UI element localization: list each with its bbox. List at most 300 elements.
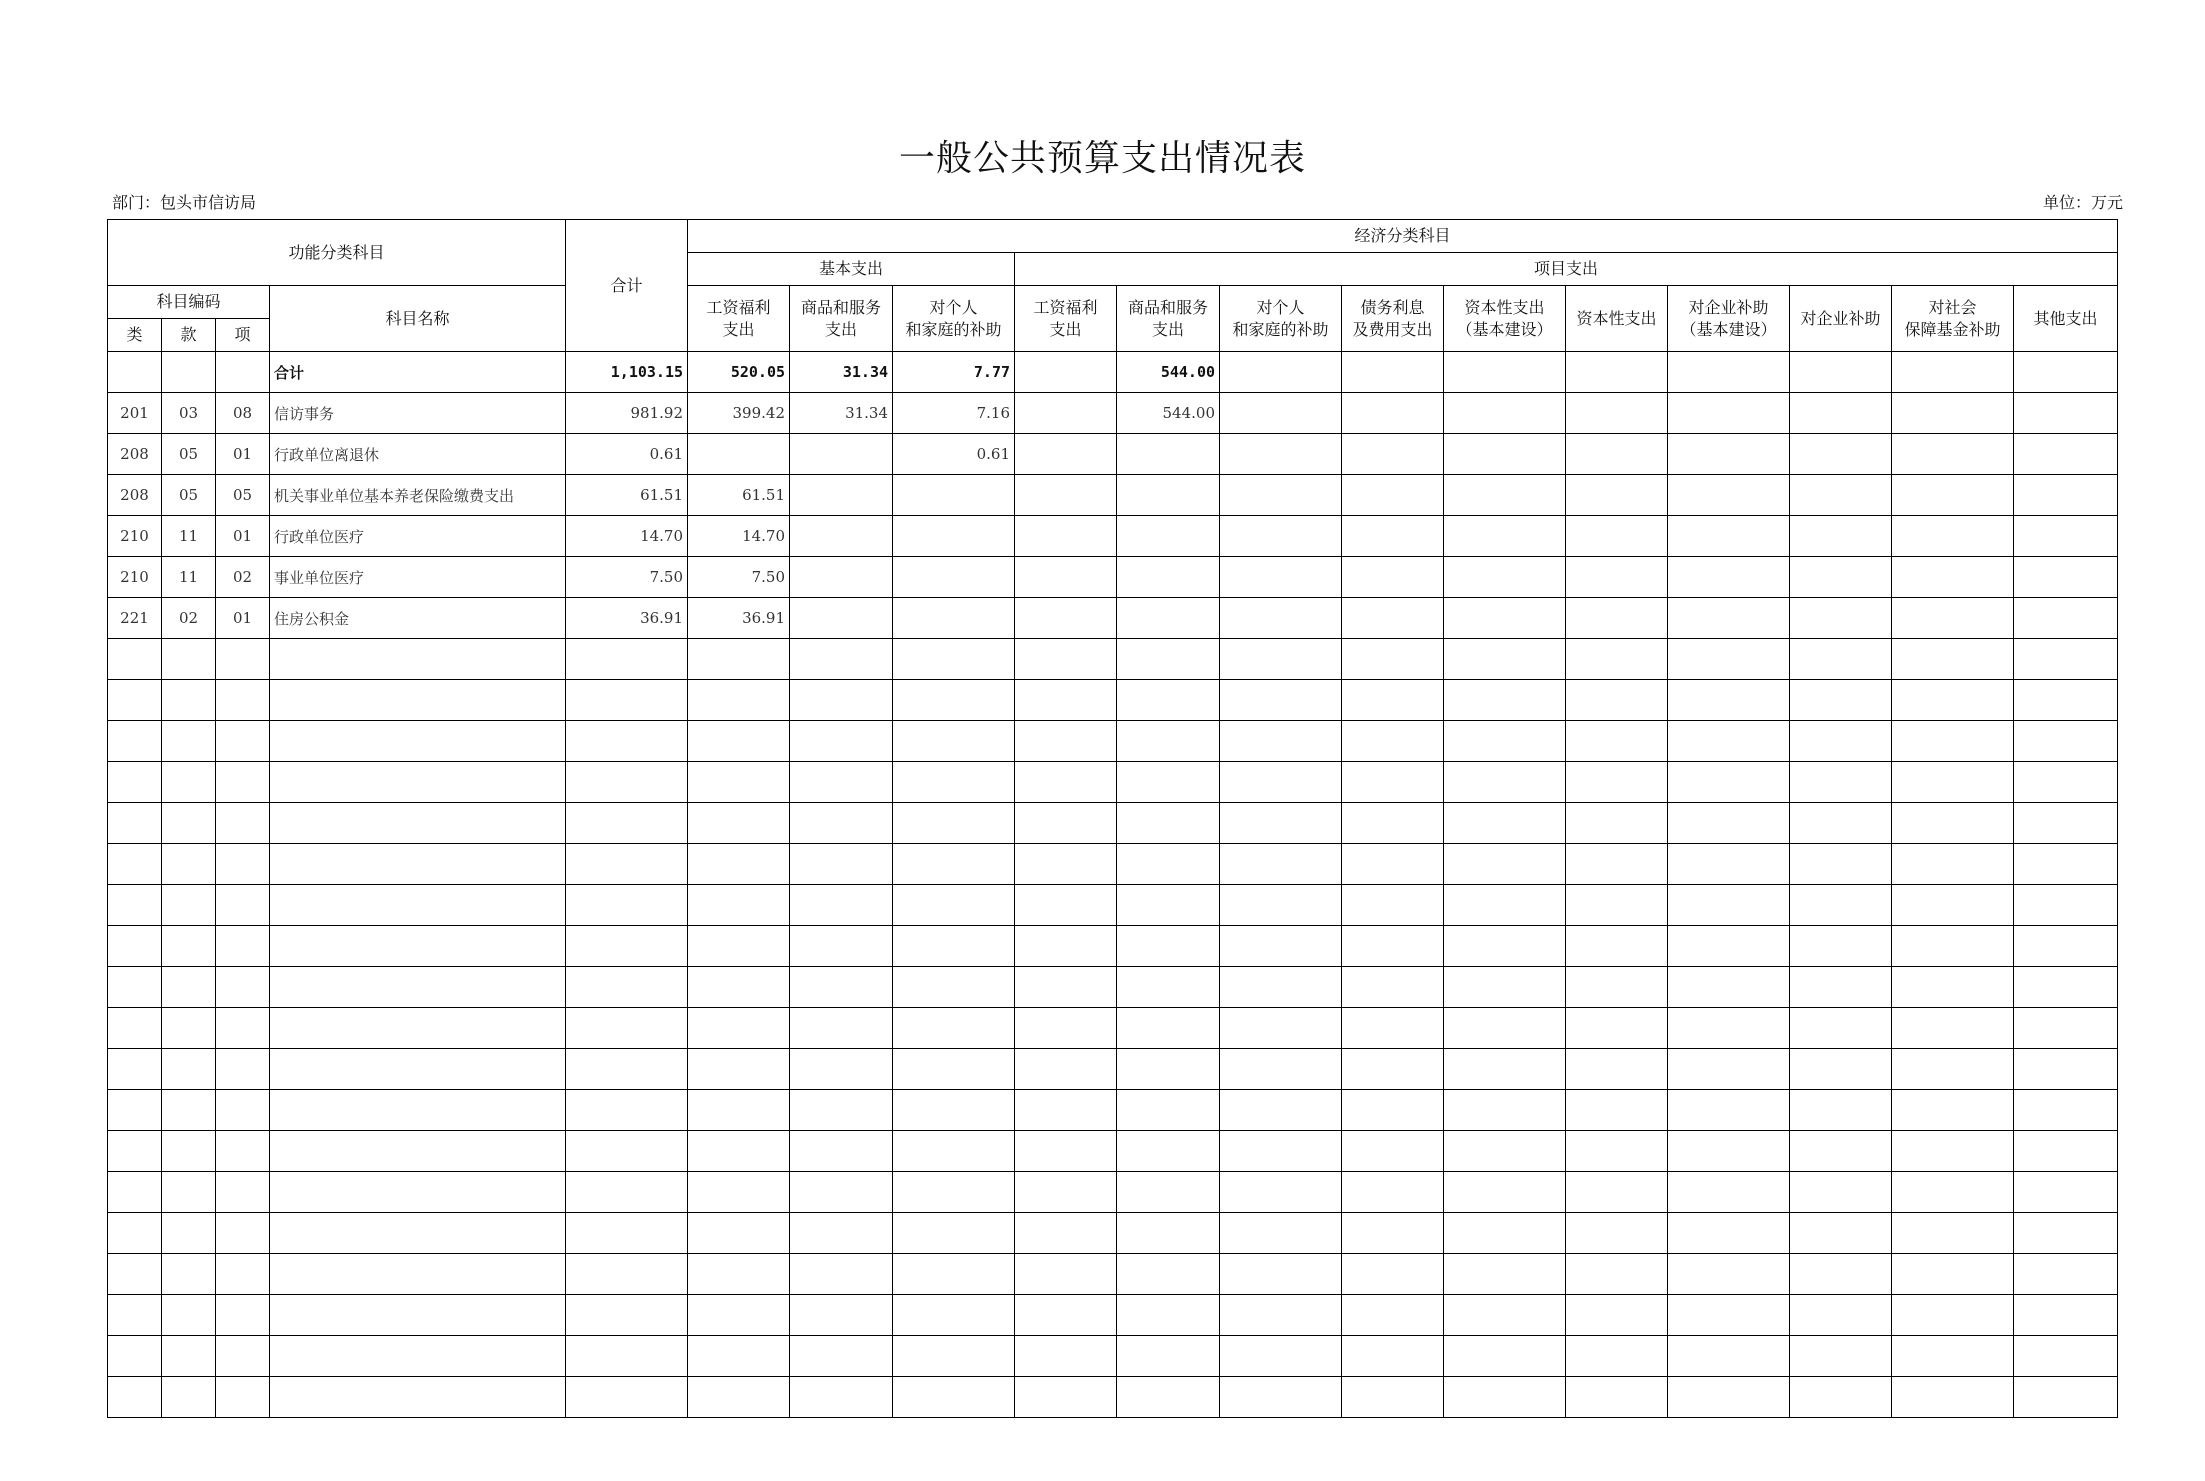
- project-col-2: 对个人 和家庭的补助: [1220, 286, 1342, 352]
- empty-cell: [1892, 1254, 2014, 1295]
- empty-cell: [1566, 803, 1668, 844]
- empty-cell: [270, 1049, 566, 1090]
- empty-cell: [162, 803, 216, 844]
- empty-cell: [688, 680, 790, 721]
- empty-cell: [1566, 598, 1668, 639]
- project-col-6: 对企业补助 （基本建设）: [1668, 286, 1790, 352]
- empty-cell: [1892, 1336, 2014, 1377]
- kuan-cell: 05: [162, 434, 216, 475]
- page-title: 一般公共预算支出情况表: [898, 138, 1306, 179]
- total-empty-cell: [1790, 352, 1892, 393]
- empty-cell: [1790, 1336, 1892, 1377]
- empty-cell: [1220, 1090, 1342, 1131]
- empty-cell: [1220, 1254, 1342, 1295]
- total-kuan-cell: [162, 352, 216, 393]
- empty-cell: [162, 1295, 216, 1336]
- empty-cell: [1790, 926, 1892, 967]
- empty-cell: [108, 639, 162, 680]
- empty-cell: [162, 926, 216, 967]
- empty-cell: [790, 1008, 893, 1049]
- empty-cell: [270, 1008, 566, 1049]
- empty-cell: [1444, 721, 1566, 762]
- empty-cell: [1220, 1049, 1342, 1090]
- empty-table-row: [108, 1008, 2118, 1049]
- empty-cell: [688, 1213, 790, 1254]
- empty-cell: [1342, 1008, 1444, 1049]
- xiang-header: 项: [216, 319, 270, 352]
- basic-goods-cell: 31.34: [790, 393, 893, 434]
- empty-cell: [270, 1213, 566, 1254]
- empty-cell: [1668, 1213, 1790, 1254]
- empty-cell: [1342, 680, 1444, 721]
- empty-cell: [1015, 803, 1117, 844]
- empty-cell: [1117, 1336, 1220, 1377]
- project-wage-cell: [1015, 393, 1117, 434]
- empty-cell: [1015, 1213, 1117, 1254]
- empty-cell: [1444, 557, 1566, 598]
- empty-cell: [1892, 1090, 2014, 1131]
- empty-cell: [1342, 926, 1444, 967]
- empty-cell: [893, 1172, 1015, 1213]
- empty-cell: [216, 1131, 270, 1172]
- total-basic-personal: 7.77: [893, 352, 1015, 393]
- item-name-cell: 行政单位离退休: [270, 434, 566, 475]
- empty-cell: [108, 967, 162, 1008]
- empty-cell: [893, 1254, 1015, 1295]
- empty-cell: [270, 1295, 566, 1336]
- project-col-3: 债务利息 及费用支出: [1342, 286, 1444, 352]
- empty-cell: [1790, 475, 1892, 516]
- empty-cell: [1444, 1008, 1566, 1049]
- empty-cell: [216, 1213, 270, 1254]
- empty-cell: [1117, 639, 1220, 680]
- empty-cell: [790, 1336, 893, 1377]
- basic-col-0: 工资福利 支出: [688, 286, 790, 352]
- empty-cell: [566, 639, 688, 680]
- empty-cell: [1668, 844, 1790, 885]
- empty-table-row: [108, 1090, 2118, 1131]
- header-row-1: [108, 220, 2118, 253]
- empty-cell: [566, 680, 688, 721]
- empty-cell: [1892, 475, 2014, 516]
- empty-cell: [790, 1254, 893, 1295]
- empty-cell: [1668, 1377, 1790, 1418]
- empty-cell: [1342, 885, 1444, 926]
- empty-cell: [1117, 1254, 1220, 1295]
- basic-col-2: 对个人 和家庭的补助: [893, 286, 1015, 352]
- empty-cell: [1668, 1008, 1790, 1049]
- empty-cell: [790, 1213, 893, 1254]
- code-header: 科目编码: [108, 286, 270, 319]
- empty-cell: [1892, 516, 2014, 557]
- empty-cell: [893, 926, 1015, 967]
- department-label: 部门：包头市信访局: [112, 193, 257, 212]
- total-empty-cell: [1444, 352, 1566, 393]
- empty-cell: [270, 1131, 566, 1172]
- project-wage-cell: [1015, 434, 1117, 475]
- empty-cell: [1668, 393, 1790, 434]
- empty-cell: [1220, 721, 1342, 762]
- empty-cell: [893, 639, 1015, 680]
- empty-cell: [1668, 1172, 1790, 1213]
- empty-cell: [1015, 1377, 1117, 1418]
- empty-cell: [1790, 1131, 1892, 1172]
- empty-cell: [1668, 475, 1790, 516]
- empty-cell: [1668, 680, 1790, 721]
- empty-cell: [1015, 1090, 1117, 1131]
- empty-cell: [1444, 1172, 1566, 1213]
- empty-cell: [1117, 1295, 1220, 1336]
- empty-cell: [1892, 721, 2014, 762]
- empty-cell: [270, 762, 566, 803]
- empty-cell: [1342, 516, 1444, 557]
- empty-cell: [1892, 680, 2014, 721]
- empty-cell: [1117, 721, 1220, 762]
- empty-cell: [1015, 1254, 1117, 1295]
- empty-table-row: [108, 762, 2118, 803]
- empty-cell: [1668, 598, 1790, 639]
- empty-table-row: [108, 639, 2118, 680]
- empty-cell: [1015, 967, 1117, 1008]
- empty-cell: [1444, 1049, 1566, 1090]
- empty-cell: [1342, 1131, 1444, 1172]
- empty-cell: [1342, 475, 1444, 516]
- empty-cell: [1566, 434, 1668, 475]
- item-name-cell: 信访事务: [270, 393, 566, 434]
- empty-cell: [1668, 557, 1790, 598]
- item-name-cell: 机关事业单位基本养老保险缴费支出: [270, 475, 566, 516]
- empty-cell: [893, 967, 1015, 1008]
- empty-cell: [108, 1172, 162, 1213]
- empty-cell: [216, 1336, 270, 1377]
- empty-cell: [1342, 393, 1444, 434]
- empty-cell: [893, 1377, 1015, 1418]
- lei-cell: 221: [108, 598, 162, 639]
- empty-cell: [790, 762, 893, 803]
- project-col-8: 对社会 保障基金补助: [1892, 286, 2014, 352]
- empty-cell: [162, 639, 216, 680]
- empty-cell: [216, 1049, 270, 1090]
- empty-cell: [1015, 885, 1117, 926]
- empty-cell: [1892, 1172, 2014, 1213]
- project-col-0: 工资福利 支出: [1015, 286, 1117, 352]
- empty-cell: [1790, 1295, 1892, 1336]
- empty-cell: [1790, 803, 1892, 844]
- total-basic-goods: 31.34: [790, 352, 893, 393]
- empty-cell: [162, 1008, 216, 1049]
- project-col-1: 商品和服务 支出: [1117, 286, 1220, 352]
- empty-cell: [270, 926, 566, 967]
- empty-table-row: [108, 1172, 2118, 1213]
- empty-cell: [893, 803, 1015, 844]
- empty-cell: [1668, 762, 1790, 803]
- empty-cell: [108, 1254, 162, 1295]
- empty-cell: [162, 1090, 216, 1131]
- empty-cell: [893, 1295, 1015, 1336]
- empty-cell: [2014, 639, 2118, 680]
- empty-cell: [1892, 557, 2014, 598]
- empty-cell: [1220, 1295, 1342, 1336]
- total-cell: 61.51: [566, 475, 688, 516]
- empty-cell: [1892, 1049, 2014, 1090]
- empty-cell: [162, 1254, 216, 1295]
- functional-header: 功能分类科目: [108, 220, 566, 286]
- empty-cell: [1892, 885, 2014, 926]
- empty-cell: [1015, 844, 1117, 885]
- empty-cell: [566, 1213, 688, 1254]
- empty-cell: [893, 1213, 1015, 1254]
- empty-cell: [566, 1008, 688, 1049]
- total-empty-cell: [1566, 352, 1668, 393]
- empty-cell: [1444, 393, 1566, 434]
- empty-cell: [1220, 803, 1342, 844]
- empty-cell: [893, 844, 1015, 885]
- empty-cell: [108, 762, 162, 803]
- empty-cell: [1790, 967, 1892, 1008]
- empty-cell: [1790, 721, 1892, 762]
- empty-cell: [2014, 967, 2118, 1008]
- empty-cell: [893, 1131, 1015, 1172]
- empty-cell: [566, 885, 688, 926]
- empty-cell: [270, 1172, 566, 1213]
- empty-cell: [1220, 844, 1342, 885]
- empty-cell: [566, 1295, 688, 1336]
- project-goods-cell: [1117, 557, 1220, 598]
- project-wage-cell: [1015, 475, 1117, 516]
- total-empty-cell: [1668, 352, 1790, 393]
- empty-table-row: [108, 1131, 2118, 1172]
- empty-cell: [162, 885, 216, 926]
- empty-cell: [1790, 639, 1892, 680]
- kuan-cell: 03: [162, 393, 216, 434]
- total-cell: 14.70: [566, 516, 688, 557]
- empty-cell: [1444, 926, 1566, 967]
- empty-cell: [566, 844, 688, 885]
- empty-cell: [2014, 844, 2118, 885]
- empty-cell: [1117, 844, 1220, 885]
- empty-cell: [1566, 393, 1668, 434]
- empty-cell: [1117, 1049, 1220, 1090]
- empty-cell: [108, 1213, 162, 1254]
- xiang-cell: 01: [216, 434, 270, 475]
- empty-cell: [1342, 844, 1444, 885]
- empty-cell: [1220, 1213, 1342, 1254]
- empty-cell: [790, 639, 893, 680]
- empty-cell: [216, 639, 270, 680]
- empty-cell: [1015, 1049, 1117, 1090]
- empty-cell: [1892, 598, 2014, 639]
- empty-cell: [1444, 1131, 1566, 1172]
- basic-goods-cell: [790, 475, 893, 516]
- empty-cell: [1117, 1213, 1220, 1254]
- empty-cell: [1342, 434, 1444, 475]
- empty-cell: [1444, 475, 1566, 516]
- empty-cell: [688, 1131, 790, 1172]
- basic-personal-cell: [893, 475, 1015, 516]
- empty-cell: [216, 1172, 270, 1213]
- empty-cell: [270, 885, 566, 926]
- empty-table-row: [108, 926, 2118, 967]
- lei-cell: 210: [108, 516, 162, 557]
- basic-personal-cell: 0.61: [893, 434, 1015, 475]
- empty-cell: [1444, 885, 1566, 926]
- empty-cell: [1790, 680, 1892, 721]
- kuan-header: 款: [162, 319, 216, 352]
- empty-cell: [1342, 557, 1444, 598]
- item-name-cell: 行政单位医疗: [270, 516, 566, 557]
- empty-cell: [108, 721, 162, 762]
- empty-cell: [566, 762, 688, 803]
- lei-cell: 208: [108, 475, 162, 516]
- total-cell: 981.92: [566, 393, 688, 434]
- total-label: 合计: [270, 352, 566, 393]
- total-project-wage: [1015, 352, 1117, 393]
- empty-cell: [1566, 1295, 1668, 1336]
- empty-cell: [1220, 1131, 1342, 1172]
- empty-cell: [790, 885, 893, 926]
- empty-cell: [108, 680, 162, 721]
- empty-cell: [162, 1213, 216, 1254]
- empty-cell: [790, 803, 893, 844]
- empty-cell: [566, 1049, 688, 1090]
- empty-cell: [108, 1336, 162, 1377]
- empty-cell: [2014, 1049, 2118, 1090]
- basic-wage-cell: 61.51: [688, 475, 790, 516]
- empty-cell: [270, 803, 566, 844]
- project-goods-cell: [1117, 434, 1220, 475]
- project-col-5: 资本性支出: [1566, 286, 1668, 352]
- empty-cell: [216, 1377, 270, 1418]
- item-name-cell: 住房公积金: [270, 598, 566, 639]
- empty-cell: [1892, 1295, 2014, 1336]
- empty-cell: [1892, 1131, 2014, 1172]
- empty-cell: [566, 1336, 688, 1377]
- empty-cell: [1566, 516, 1668, 557]
- empty-cell: [1668, 1295, 1790, 1336]
- empty-cell: [1220, 1377, 1342, 1418]
- empty-cell: [2014, 1295, 2118, 1336]
- empty-cell: [270, 844, 566, 885]
- empty-cell: [1790, 393, 1892, 434]
- table-row: [108, 516, 2118, 557]
- empty-cell: [1668, 1090, 1790, 1131]
- empty-cell: [270, 721, 566, 762]
- total-empty-cell: [1892, 352, 2014, 393]
- empty-cell: [108, 1090, 162, 1131]
- empty-cell: [1892, 1377, 2014, 1418]
- empty-cell: [216, 1254, 270, 1295]
- empty-cell: [1220, 393, 1342, 434]
- empty-cell: [162, 1131, 216, 1172]
- empty-cell: [1015, 639, 1117, 680]
- empty-cell: [1220, 475, 1342, 516]
- total-cell: 7.50: [566, 557, 688, 598]
- empty-cell: [1342, 1377, 1444, 1418]
- empty-cell: [1566, 1008, 1668, 1049]
- empty-cell: [1342, 803, 1444, 844]
- empty-cell: [1015, 1172, 1117, 1213]
- table-row: [108, 434, 2118, 475]
- total-empty-cell: [2014, 352, 2118, 393]
- project-goods-cell: [1117, 598, 1220, 639]
- basic-goods-cell: [790, 434, 893, 475]
- xiang-cell: 05: [216, 475, 270, 516]
- economic-header: 经济分类科目: [688, 220, 2118, 253]
- empty-cell: [216, 926, 270, 967]
- empty-cell: [688, 844, 790, 885]
- empty-cell: [1444, 1377, 1566, 1418]
- empty-cell: [108, 803, 162, 844]
- basic-wage-cell: 36.91: [688, 598, 790, 639]
- empty-cell: [1892, 1213, 2014, 1254]
- empty-cell: [2014, 475, 2118, 516]
- empty-cell: [1566, 967, 1668, 1008]
- kuan-cell: 11: [162, 516, 216, 557]
- empty-table-row: [108, 967, 2118, 1008]
- empty-cell: [1668, 803, 1790, 844]
- empty-cell: [1117, 680, 1220, 721]
- empty-table-row: [108, 844, 2118, 885]
- empty-cell: [1117, 762, 1220, 803]
- basic-personal-cell: 7.16: [893, 393, 1015, 434]
- empty-cell: [1566, 1254, 1668, 1295]
- basic-header: 基本支出: [688, 253, 1015, 286]
- empty-cell: [216, 1008, 270, 1049]
- empty-cell: [270, 1090, 566, 1131]
- empty-cell: [108, 1295, 162, 1336]
- empty-cell: [1220, 762, 1342, 803]
- empty-cell: [108, 1049, 162, 1090]
- empty-cell: [2014, 1172, 2118, 1213]
- empty-cell: [1892, 926, 2014, 967]
- header-row-3: [108, 286, 2118, 319]
- empty-cell: [790, 1049, 893, 1090]
- empty-cell: [216, 762, 270, 803]
- empty-table-row: [108, 1049, 2118, 1090]
- empty-cell: [1668, 1336, 1790, 1377]
- empty-cell: [108, 885, 162, 926]
- empty-cell: [1790, 1213, 1892, 1254]
- project-col-7: 对企业补助: [1790, 286, 1892, 352]
- empty-cell: [1117, 926, 1220, 967]
- empty-cell: [1444, 1090, 1566, 1131]
- empty-cell: [1015, 1336, 1117, 1377]
- empty-cell: [893, 1090, 1015, 1131]
- basic-wage-cell: [688, 434, 790, 475]
- empty-cell: [1566, 844, 1668, 885]
- empty-cell: [1668, 926, 1790, 967]
- empty-cell: [2014, 393, 2118, 434]
- empty-table-row: [108, 1336, 2118, 1377]
- empty-cell: [162, 1377, 216, 1418]
- empty-cell: [1790, 885, 1892, 926]
- empty-cell: [1668, 721, 1790, 762]
- empty-cell: [1566, 926, 1668, 967]
- project-col-9: 其他支出: [2014, 286, 2118, 352]
- empty-cell: [1566, 1049, 1668, 1090]
- empty-cell: [688, 639, 790, 680]
- empty-cell: [1668, 434, 1790, 475]
- empty-cell: [1220, 1172, 1342, 1213]
- empty-cell: [1892, 967, 2014, 1008]
- empty-cell: [2014, 1254, 2118, 1295]
- empty-cell: [270, 967, 566, 1008]
- empty-cell: [1342, 721, 1444, 762]
- basic-personal-cell: [893, 516, 1015, 557]
- table-row: [108, 598, 2118, 639]
- empty-cell: [1220, 926, 1342, 967]
- empty-cell: [216, 885, 270, 926]
